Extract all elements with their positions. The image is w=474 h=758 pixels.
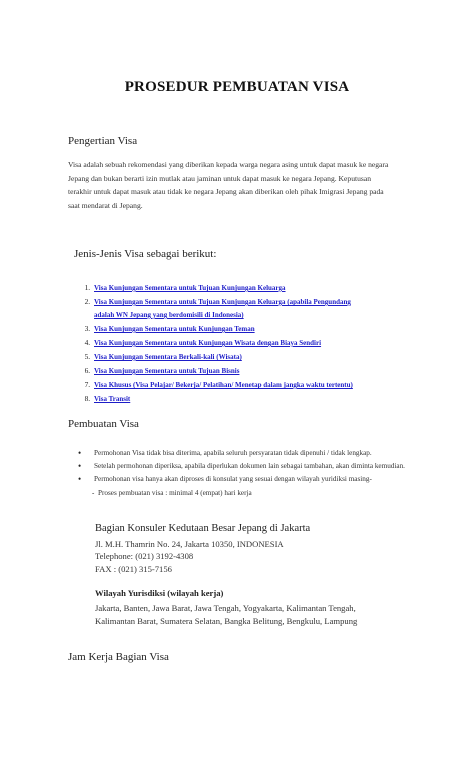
list-item <box>92 281 434 295</box>
bullet-item: - Proses pembuatan visa : minimal 4 (empat) hari kerja <box>94 488 434 498</box>
list-item <box>92 336 434 350</box>
konsulat-address: Jl. M.H. Thamrin No. 24, Jakarta 10350, INDONESIA <box>95 539 284 549</box>
visa-type-link[interactable]: Visa Kunjungan Sementara Berkali-kali (Wisata) <box>94 353 242 361</box>
visa-type-link[interactable]: Visa Khusus (Visa Pelajar/ Bekerja/ Pelatihan/ Menetap dalam jangka waktu tertentu) <box>94 381 353 389</box>
wilayah-line: Jakarta, Banten, Jawa Barat, Jawa Tengah, Yogyakarta, Kalimantan Tengah, <box>95 603 356 613</box>
bullet-item: • Permohonan visa hanya akan diproses di konsulat yang sesuai dengan wilayah yuridiksi masing- <box>94 474 434 484</box>
visa-type-link[interactable]: Visa Kunjungan Sementara untuk Tujuan Bisnis <box>94 367 240 375</box>
visa-type-link[interactable]: Visa Kunjungan Sementara untuk Kunjungan Wisata dengan Biaya Sendiri <box>94 339 322 347</box>
link-line: adalah WN Jepang yang berdomisili di Indonesia) <box>94 311 244 319</box>
document-title: PROSEDUR PEMBUATAN VISA <box>124 79 350 95</box>
list-item <box>92 392 434 406</box>
konsulat-fax: FAX : (021) 315-7156 <box>95 563 172 574</box>
konsulat-telephone: Telephone: (021) 3192-4308 <box>95 551 194 562</box>
link-line: Visa Kunjungan Sementara untuk Tujuan Kunjungan Keluarga (apabila Pengundang <box>94 298 351 306</box>
pembuatan-heading: Pembuatan Visa <box>68 418 139 430</box>
visa-type-link[interactable]: Visa Kunjungan Sementara untuk Kunjungan Teman <box>94 325 255 333</box>
visa-type-link[interactable]: Visa Transit <box>94 395 131 403</box>
pembuatan-bullet-list <box>68 448 434 501</box>
jam-kerja-heading: Jam Kerja Bagian Visa <box>68 651 169 663</box>
konsulat-address-block <box>95 538 284 575</box>
wilayah-line: Kalimantan Barat, Sumatera Selatan, Bangka Belitung, Bengkulu, Lampung <box>95 615 358 626</box>
pengertian-line: terakhir untuk dapat masuk atau tidak ke negara Jepang akan diberikan oleh pihak Imigrasi Jepang pada <box>68 187 384 196</box>
wilayah-text <box>95 602 407 627</box>
list-item <box>92 322 434 336</box>
pengertian-line: saat mendarat di Jepang. <box>68 200 143 210</box>
list-item <box>92 364 434 378</box>
list-item <box>92 378 434 392</box>
jenis-heading: Jenis-Jenis Visa sebagai berikut: <box>74 248 217 260</box>
konsulat-name: Bagian Konsuler Kedutaan Besar Jepang di Jakarta <box>95 523 311 534</box>
list-item <box>92 295 434 322</box>
visa-type-link[interactable]: Visa Kunjungan Sementara untuk Tujuan Kunjungan Keluarga <box>94 284 286 292</box>
wilayah-heading: Wilayah Yurisdiksi (wilayah kerja) <box>95 588 224 598</box>
bullet-item: • Setelah permohonan diperiksa, apabila diperlukan dokumen lain sebagai tambahan, akan diminta kemudian. <box>94 461 434 471</box>
pengertian-paragraph <box>68 158 420 212</box>
list-item <box>92 350 434 364</box>
visa-type-list <box>68 281 434 406</box>
pengertian-line: Jepang dan bukan berarti izin mutlak atau jaminan untuk dapat masuk ke negara Jepang. Keputusan <box>68 173 372 183</box>
pengertian-line: Visa adalah sebuah rekomendasi yang diberikan kepada warga negara asing untuk dapat masuk ke negara <box>68 160 389 169</box>
bullet-item: • Permohonan Visa tidak bisa diterima, apabila seluruh persyaratan tidak dipenuhi / tidak lengkap. <box>94 448 434 458</box>
visa-type-link[interactable] <box>94 298 434 322</box>
pengertian-heading: Pengertian Visa <box>68 135 138 147</box>
